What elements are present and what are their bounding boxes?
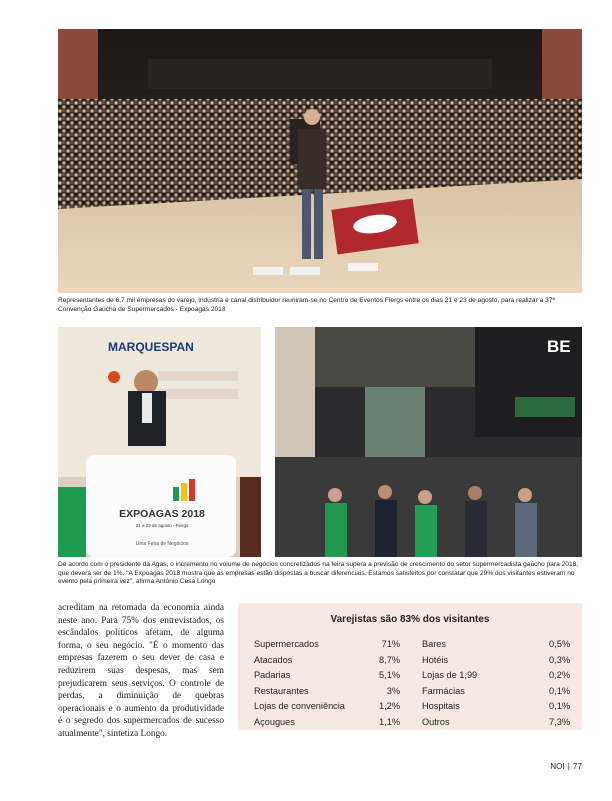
footer-separator: | [567, 762, 570, 771]
stats-row [422, 684, 570, 700]
photo-caption-top: Representantes de 6,7 mil empresas do varejo, indústria e canal distribuidor reuniram-se no Centro de Eventos Fiergs entre os dias 21 e 23 de agosto, para realizar a 37ª Convenção Gaúcha de Supermercados - Expoagas 2018 [58, 297, 555, 313]
stats-label: Restaurantes [254, 685, 309, 696]
stats-column-left [254, 637, 400, 730]
stats-label: Supermercados [254, 639, 319, 649]
page-number: 77 [572, 762, 582, 771]
stats-row [422, 637, 570, 653]
podium-event-tagline: Uma Feira de Negócios [135, 541, 189, 547]
photo-caption-middle: De acordo com o presidente da Agas, o incremento no volume de negócios concretizados na feira supera a previsão de crescimento do setor supermercadista gaúcho para 2018, que deverá ser de 1%. "A Expoagas 2018 mostra que as empresas estão dispostas a buscar diferenciais. Estamos satisfeitos por constatar que 29% dos visitantes estiveram no evento pela primeira vez", afirma Antônio Cesa Longo [58, 561, 579, 586]
stats-label: Lojas de conveniência [254, 701, 345, 711]
stats-label: Açougues [254, 716, 295, 727]
stats-value: 8,7% [379, 654, 400, 665]
stats-label: Atacados [254, 654, 293, 665]
auditorium-photo [58, 29, 582, 293]
podium-event-logo: EXPOAGAS 2018 [119, 508, 205, 520]
stats-label: Hotéis [422, 654, 449, 665]
stats-value: 0,3% [549, 654, 570, 665]
stats-value: 0,5% [549, 639, 570, 649]
banner-brand-logo: MARQUESPAN [108, 340, 194, 354]
stats-row [254, 653, 400, 669]
stats-column-right [422, 637, 570, 730]
stats-row [254, 637, 400, 653]
stats-label: Lojas de 1,99 [422, 670, 478, 680]
podium-event-dates: 21 a 23 de agosto - Fiergs [135, 523, 189, 528]
stats-value: 1,1% [379, 716, 400, 727]
article-body-text: acreditam na retomada da economia ainda neste ano. Para 75% dos entrevistados, os escândalos políticos afetam, de alguma forma, o seu negócio. "É o momento das empresas fazerem o seu dever de casa e reduzirem suas despesas, mas sem prejudicarem seus serviços. O controle de perdas, a diminuição de quebras operacionais e o aumento da produtividade é o segredo dos supermercados de sucesso atualmente", sintetiza Longo. [58, 603, 224, 739]
stats-box-title: Varejistas são 83% dos visitantes [330, 614, 490, 625]
speaker-podium-photo [58, 327, 261, 557]
stats-row [254, 684, 400, 700]
hall-stand-sign: BE [547, 337, 571, 356]
stats-row [254, 699, 400, 715]
magazine-name: NOI [550, 762, 565, 771]
stats-value: 1,2% [379, 701, 400, 711]
stats-row [254, 715, 400, 731]
stats-label: Bares [422, 639, 447, 649]
stats-value: 7,3% [549, 716, 570, 727]
stats-row [254, 668, 400, 684]
visitor-stats-box [238, 603, 582, 730]
stats-value: 0,1% [549, 701, 570, 711]
stats-value: 71% [381, 639, 400, 649]
stats-label: Hospitais [422, 701, 460, 711]
stats-row [422, 699, 570, 715]
stats-value: 0,1% [549, 685, 570, 696]
stats-row [422, 715, 570, 731]
stats-value: 5,1% [379, 670, 400, 680]
stats-label: Padarias [254, 670, 291, 680]
stats-value: 3% [386, 685, 400, 696]
page-footer [550, 762, 582, 771]
stats-value: 0,2% [549, 670, 570, 680]
stats-row [422, 653, 570, 669]
exhibition-hall-photo [275, 327, 582, 557]
stats-row [422, 668, 570, 684]
stats-label: Outros [422, 716, 450, 727]
stats-label: Farmácias [422, 685, 465, 696]
